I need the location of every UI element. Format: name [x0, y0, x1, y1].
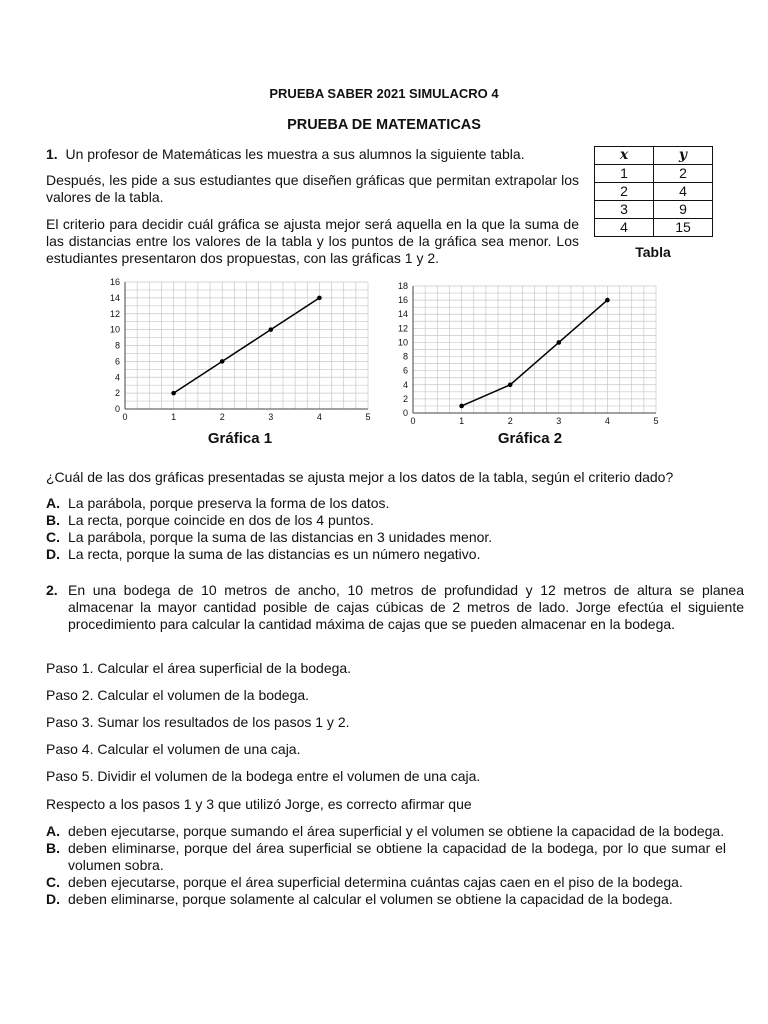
table-cell: 1 — [595, 165, 654, 183]
q2-step-1: Paso 1. Calcular el área superficial de la bodega. — [46, 660, 352, 676]
exam-title: PRUEBA SABER 2021 SIMULACRO 4 — [269, 86, 499, 101]
option-text: deben eliminarse, porque solamente al calcular el volumen se obtiene la capacidad de la bodega. — [68, 891, 673, 907]
x-tick-label: 4 — [316, 412, 322, 422]
option-letter: B. — [46, 512, 60, 528]
option-letter: D. — [46, 891, 60, 907]
option-letter: C. — [46, 529, 60, 545]
q1-option-b[interactable] — [46, 512, 736, 529]
exam-subtitle: PRUEBA DE MATEMATICAS — [287, 117, 481, 133]
q2-step-2: Paso 2. Calcular el volumen de la bodega. — [46, 687, 310, 703]
y-tick-label: 14 — [109, 292, 120, 303]
q1-paragraph-3: El criterio para decidir cuál gráfica se ajusta mejor será aquella en la que la suma de las distancias entre los valores de la tabla y los puntos de la gráfica sea menor. Los estudiantes presentaron dos propuestas, con las gráficas 1 y 2. — [46, 216, 579, 266]
option-text: deben ejecutarse, porque el área superficial determina cuántas cajas caen en el piso de la bodega. — [68, 874, 683, 890]
data-point — [557, 340, 562, 345]
data-point — [171, 391, 176, 396]
y-tick-label: 8 — [402, 351, 408, 362]
y-tick-label: 0 — [114, 404, 120, 414]
x-tick-label: 1 — [171, 412, 177, 422]
x-tick-label: 3 — [268, 412, 274, 422]
y-tick-label: 16 — [397, 295, 408, 306]
y-tick-label: 4 — [114, 372, 120, 383]
data-point — [605, 298, 610, 303]
option-text: deben ejecutarse, porque sumando el área superficial y el volumen se obtiene la capacidad de la bodega. — [68, 823, 725, 839]
q2-step-4: Paso 4. Calcular el volumen de una caja. — [46, 741, 301, 757]
option-text: La parábola, porque preserva la forma de los datos. — [68, 495, 390, 511]
table-header-row — [595, 147, 713, 165]
y-tick-label: 12 — [109, 308, 120, 319]
q1-number: 1. — [46, 146, 58, 162]
y-tick-label: 10 — [397, 337, 408, 348]
y-tick-label: 8 — [114, 340, 120, 351]
table-row — [595, 165, 713, 183]
option-letter: A. — [46, 495, 60, 511]
q2-step-5: Paso 5. Dividir el volumen de la bodega entre el volumen de una caja. — [46, 768, 481, 784]
option-text: La parábola, porque la suma de las distancias en 3 unidades menor. — [68, 529, 493, 545]
data-point — [459, 404, 464, 409]
q2-step-3: Paso 3. Sumar los resultados de los pasos 1 y 2. — [46, 714, 350, 730]
y-tick-label: 16 — [109, 277, 120, 287]
x-tick-label: 3 — [556, 416, 562, 426]
y-tick-label: 10 — [109, 324, 120, 335]
q1-intro — [46, 146, 586, 163]
data-point — [508, 382, 513, 387]
q1-intro-text: Un profesor de Matemáticas les muestra a sus alumnos la siguiente tabla. — [65, 146, 525, 162]
q2-option-a[interactable] — [46, 823, 726, 840]
x-tick-label: 2 — [219, 412, 225, 422]
data-point — [269, 327, 274, 332]
chart-grafica-1 — [95, 272, 385, 430]
x-tick-label: 4 — [604, 416, 610, 426]
chart-grafica-2 — [380, 276, 670, 430]
option-letter: D. — [46, 546, 60, 562]
q1-option-c[interactable] — [46, 529, 736, 546]
option-letter: B. — [46, 840, 60, 856]
y-tick-label: 0 — [402, 408, 408, 418]
option-text: La recta, porque coincide en dos de los 4 puntos. — [68, 512, 374, 528]
y-tick-label: 2 — [402, 393, 408, 404]
y-tick-label: 2 — [114, 388, 120, 399]
table-cell: 15 — [654, 219, 713, 237]
table-cell: 4 — [654, 183, 713, 201]
chart-1-caption: Gráfica 1 — [207, 430, 273, 447]
q2-options — [46, 823, 726, 908]
q1-paragraph-2: Después, les pide a sus estudiantes que diseñen gráficas que permitan extrapolar los valores de la tabla. — [46, 172, 579, 205]
y-tick-label: 12 — [397, 323, 408, 334]
q2-intro — [46, 582, 744, 633]
option-letter: A. — [46, 823, 60, 839]
x-tick-label: 2 — [507, 416, 513, 426]
table-cell: 9 — [654, 201, 713, 219]
q2-intro-text: En una bodega de 10 metros de ancho, 10 metros de profundidad y 12 metros de altura se planea almacenar la mayor cantidad posible de cajas cúbicas de 2 metros de lado. Jorge efectúa el siguiente procedimiento para calcular la cantidad máxima de cajas que se pueden almacenar en la bodega. — [68, 582, 744, 632]
option-text: deben eliminarse, porque del área superficial se obtiene la capacidad de la bodega, por lo que sumar el volumen sobra. — [68, 840, 726, 873]
q2-option-d[interactable] — [46, 891, 726, 908]
data-point — [220, 359, 225, 364]
y-tick-label: 18 — [397, 281, 408, 291]
table-cell: 2 — [654, 165, 713, 183]
q2-option-c[interactable] — [46, 874, 726, 891]
table-row — [595, 201, 713, 219]
x-tick-label: 1 — [459, 416, 465, 426]
table-header-y: y — [654, 147, 713, 165]
table-cell: 2 — [595, 183, 654, 201]
q2-question: Respecto a los pasos 1 y 3 que utilizó Jorge, es correcto afirmar que — [46, 796, 472, 812]
q1-question: ¿Cuál de las dos gráficas presentadas se ajusta mejor a los datos de la tabla, según el criterio dado? — [46, 469, 674, 485]
table-caption: Tabla — [635, 244, 671, 260]
table-cell: 3 — [595, 201, 654, 219]
y-tick-label: 14 — [397, 309, 408, 320]
y-tick-label: 6 — [402, 365, 408, 376]
q2-number: 2. — [46, 582, 58, 598]
q1-options — [46, 495, 736, 563]
option-letter: C. — [46, 874, 60, 890]
q1-option-a[interactable] — [46, 495, 736, 512]
table-row — [595, 219, 713, 237]
table-row — [595, 183, 713, 201]
x-tick-label: 0 — [122, 412, 128, 422]
y-tick-label: 6 — [114, 356, 120, 367]
x-tick-label: 0 — [410, 416, 416, 426]
data-point — [317, 296, 322, 301]
q2-option-b[interactable] — [46, 840, 726, 874]
table-cell: 4 — [595, 219, 654, 237]
option-text: La recta, porque la suma de las distancias es un número negativo. — [68, 546, 481, 562]
y-tick-label: 4 — [402, 379, 408, 390]
x-tick-label: 5 — [365, 412, 371, 422]
q1-option-d[interactable] — [46, 546, 736, 563]
chart-2-caption: Gráfica 2 — [497, 430, 563, 447]
values-table — [594, 146, 713, 237]
x-tick-label: 5 — [653, 416, 659, 426]
table-header-x: x — [595, 147, 654, 165]
